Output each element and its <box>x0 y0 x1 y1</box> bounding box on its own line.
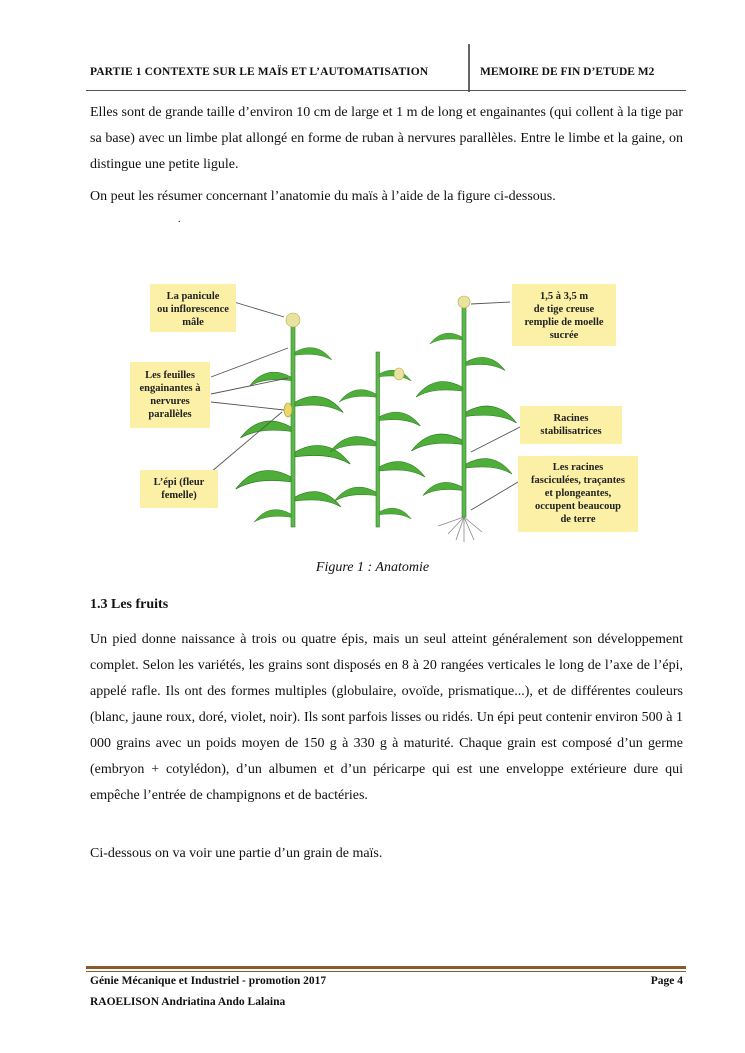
svg-text:et plongeantes,: et plongeantes, <box>544 488 612 499</box>
header-chapter-title: PARTIE 1 CONTEXTE SUR LE MAÏS ET L’AUTOMATISATION <box>90 66 429 78</box>
svg-text:parallèles: parallèles <box>148 409 192 420</box>
header-divider <box>468 44 470 92</box>
svg-text:nervures: nervures <box>150 396 190 407</box>
stray-dot: . <box>178 214 181 225</box>
maize-anatomy-figure <box>126 282 642 544</box>
svg-text:femelle): femelle) <box>161 490 197 501</box>
header-rule <box>86 90 686 91</box>
footer-author: RAOELISON Andriatina Ando Lalaina <box>90 996 286 1008</box>
maize-plant-illustration <box>411 296 516 542</box>
svg-text:mâle: mâle <box>182 317 204 328</box>
svg-text:occupent beaucoup: occupent beaucoup <box>534 501 622 512</box>
fruits-paragraph: Un pied donne naissance à trois ou quatre épis, mais un seul atteint généralement son développement complet. Selon les variétés, les grains sont disposés en 8 à 20 rangées verticales le long de l’axe de l’épi, appelé rafle. Ils ont des formes multiples (globulaire, ovoïde, prismatique...), et de différentes couleurs (blanc, jaune roux, doré, violet, noir). Ils sont parfois lisses ou ridés. Un épi peut contenir environ 500 à 1 000 grains avec un poids moyen de 150 g à 330 g à maturité. Chaque grain est composé d’un germe (embryon + cotylédon), d’un albumen et d’un péricarpe qui est une enveloppe extérieure dure qui empêche l’entrée de champignons et de bactéries. <box>90 632 683 803</box>
label-brace-roots <box>520 406 622 444</box>
svg-text:La panicule: La panicule <box>166 291 220 302</box>
svg-text:de terre: de terre <box>560 514 596 525</box>
svg-text:engainantes à: engainantes à <box>139 383 201 394</box>
intro-paragraph: Elles sont de grande taille d’environ 10 cm de large et 1 m de long et engainantes (qui collent à la tige par sa base) avec un limbe plat allongé en forme de ruban à nervures parallèles. Entre le limbe et la gaine, on distingue une petite ligule. <box>90 105 683 172</box>
footer-rule <box>86 966 686 969</box>
svg-text:sucrée: sucrée <box>549 330 579 341</box>
page-number: Page 4 <box>650 975 683 987</box>
label-ear <box>140 470 218 508</box>
svg-text:Racines: Racines <box>553 413 589 424</box>
maize-plant-illustration <box>236 313 350 527</box>
grain-intro-paragraph: Ci-dessous on va voir une partie d’un grain de maïs. <box>90 846 383 861</box>
svg-text:L’épi (fleur: L’épi (fleur <box>153 477 205 488</box>
section-heading: 1.3 Les fruits <box>90 597 169 612</box>
figure-caption: Figure 1 : Anatomie <box>315 560 430 575</box>
figure-intro-paragraph: On peut les résumer concernant l’anatomie du maïs à l’aide de la figure ci-dessous. <box>90 189 556 204</box>
svg-text:remplie de moelle: remplie de moelle <box>524 317 604 328</box>
roots-illustration <box>438 517 482 542</box>
maize-plant-illustration <box>330 352 425 527</box>
svg-text:1,5 à 3,5 m: 1,5 à 3,5 m <box>539 291 589 302</box>
footer-rule-thin <box>86 971 686 972</box>
label-panicle <box>150 284 236 332</box>
svg-text:fasciculées, traçantes: fasciculées, traçantes <box>531 475 625 486</box>
label-leaves <box>130 362 210 428</box>
label-roots <box>518 456 638 532</box>
svg-text:ou inflorescence: ou inflorescence <box>157 304 229 315</box>
header-document-title: MEMOIRE DE FIN D’ETUDE M2 <box>480 66 655 78</box>
svg-text:stabilisatrices: stabilisatrices <box>540 426 602 437</box>
svg-text:de tige creuse: de tige creuse <box>533 304 595 315</box>
svg-text:Les feuilles: Les feuilles <box>145 370 195 381</box>
svg-text:Les racines: Les racines <box>552 462 604 473</box>
label-stem <box>512 284 616 346</box>
footer-department: Génie Mécanique et Industriel - promotion 2017 <box>90 975 327 987</box>
